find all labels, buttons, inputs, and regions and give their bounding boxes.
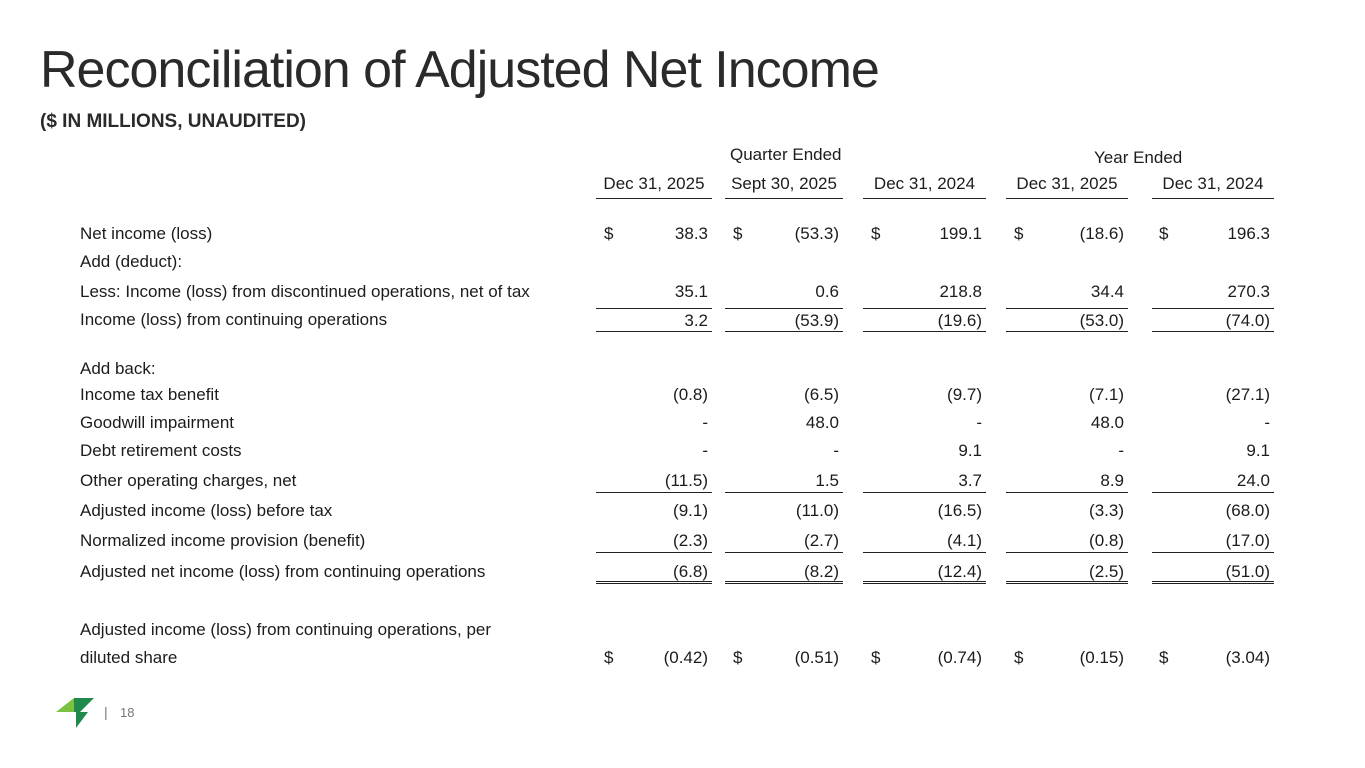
group-header-quarter: Quarter Ended bbox=[730, 145, 842, 164]
row-label: Goodwill impairment bbox=[80, 413, 234, 432]
table-row-other-operating bbox=[0, 469, 1365, 493]
row-label: Add (deduct): bbox=[80, 252, 183, 271]
table-cell: (19.6) bbox=[863, 308, 986, 332]
table-cell: (11.0) bbox=[795, 501, 839, 520]
footer-separator: | bbox=[104, 704, 108, 720]
currency-symbol: $ bbox=[1159, 648, 1169, 667]
table-cell: (53.9) bbox=[725, 308, 843, 332]
table-cell: - bbox=[702, 413, 708, 432]
table-row-income-tax-benefit bbox=[0, 383, 1365, 407]
currency-symbol: $ bbox=[604, 224, 614, 243]
table-cell: (6.8) bbox=[596, 560, 712, 584]
currency-symbol: $ bbox=[604, 648, 614, 667]
row-label: Adjusted income (loss) from continuing operations, per bbox=[80, 620, 492, 639]
table-cell: - bbox=[702, 441, 708, 460]
table-cell: 9.1 bbox=[958, 441, 982, 460]
table-cell: (2.7) bbox=[725, 529, 843, 553]
column-header: Sept 30, 2025 bbox=[725, 174, 843, 199]
table-cell: 38.3 bbox=[674, 224, 708, 243]
table-cell: (0.42) bbox=[663, 648, 708, 667]
currency-symbol: $ bbox=[733, 224, 743, 243]
table-cell: (11.5) bbox=[596, 469, 712, 493]
row-label: Adjusted income (loss) before tax bbox=[80, 501, 333, 520]
table-row-adjusted-net bbox=[0, 560, 1365, 584]
table-cell: 48.0 bbox=[805, 413, 839, 432]
page-subtitle: ($ IN MILLIONS, UNAUDITED) bbox=[40, 111, 306, 132]
table-cell: 199.1 bbox=[939, 224, 982, 243]
table-cell: (51.0) bbox=[1152, 560, 1274, 584]
table-row-add-deduct bbox=[0, 250, 1365, 274]
table-cell: 3.2 bbox=[596, 308, 712, 332]
table-cell: (0.74) bbox=[937, 648, 982, 667]
table-cell: (9.7) bbox=[947, 385, 982, 404]
currency-symbol: $ bbox=[871, 648, 881, 667]
table-row-adjusted-before-tax bbox=[0, 499, 1365, 523]
table-cell: (16.5) bbox=[937, 501, 982, 520]
table-cell: (0.8) bbox=[1006, 529, 1128, 553]
row-label: Other operating charges, net bbox=[80, 471, 297, 490]
column-header: Dec 31, 2025 bbox=[1006, 174, 1128, 199]
table-cell: (4.1) bbox=[863, 529, 986, 553]
table-row-debt-retirement bbox=[0, 439, 1365, 463]
table-row-less-discontinued bbox=[0, 280, 1365, 304]
column-header: Dec 31, 2025 bbox=[596, 174, 712, 199]
table-cell: (0.51) bbox=[794, 648, 839, 667]
table-cell: (7.1) bbox=[1089, 385, 1124, 404]
row-label: Income tax benefit bbox=[80, 385, 219, 404]
table-cell: 3.7 bbox=[863, 469, 986, 493]
row-label: Normalized income provision (benefit) bbox=[80, 531, 366, 550]
table-cell: (2.5) bbox=[1006, 560, 1128, 584]
table-cell: (3.04) bbox=[1225, 648, 1270, 667]
row-label: Add back: bbox=[80, 359, 156, 378]
table-cell: (68.0) bbox=[1225, 501, 1270, 520]
table-cell: 48.0 bbox=[1090, 413, 1124, 432]
page-title: Reconciliation of Adjusted Net Income bbox=[40, 41, 879, 99]
table-cell: - bbox=[1264, 413, 1270, 432]
row-label: diluted share bbox=[80, 648, 178, 667]
table-cell: 35.1 bbox=[674, 282, 708, 301]
table-cell: (6.5) bbox=[804, 385, 839, 404]
column-header: Dec 31, 2024 bbox=[1152, 174, 1274, 199]
table-cell: (27.1) bbox=[1225, 385, 1270, 404]
table-cell: (17.0) bbox=[1152, 529, 1274, 553]
table-cell: 0.6 bbox=[815, 282, 839, 301]
row-label: Less: Income (loss) from discontinued operations, net of tax bbox=[80, 282, 530, 301]
column-header: Dec 31, 2024 bbox=[863, 174, 986, 199]
table-row-per-share-label bbox=[0, 618, 1365, 642]
table-cell: 24.0 bbox=[1152, 469, 1274, 493]
table-cell: (8.2) bbox=[725, 560, 843, 584]
table-row-per-share bbox=[0, 646, 1365, 670]
table-cell: (9.1) bbox=[673, 501, 708, 520]
currency-symbol: $ bbox=[871, 224, 881, 243]
table-cell: (12.4) bbox=[863, 560, 986, 584]
table-cell: (74.0) bbox=[1152, 308, 1274, 332]
currency-symbol: $ bbox=[733, 648, 743, 667]
logo-shape bbox=[68, 712, 88, 728]
currency-symbol: $ bbox=[1159, 224, 1169, 243]
table-cell: 270.3 bbox=[1227, 282, 1270, 301]
table-row-continuing-ops bbox=[0, 308, 1365, 332]
logo-shape bbox=[74, 698, 94, 712]
table-row-goodwill bbox=[0, 411, 1365, 435]
table-cell: 9.1 bbox=[1246, 441, 1270, 460]
table-cell: 218.8 bbox=[939, 282, 982, 301]
table-cell: - bbox=[976, 413, 982, 432]
table-cell: (0.8) bbox=[673, 385, 708, 404]
table-row-net-income bbox=[0, 222, 1365, 246]
table-cell: 1.5 bbox=[725, 469, 843, 493]
table-cell: (53.0) bbox=[1006, 308, 1128, 332]
currency-symbol: $ bbox=[1014, 648, 1024, 667]
table-cell: 34.4 bbox=[1090, 282, 1124, 301]
group-header-year: Year Ended bbox=[1094, 148, 1183, 167]
page-number: 18 bbox=[120, 705, 135, 720]
table-cell: (18.6) bbox=[1079, 224, 1124, 243]
table-cell: 196.3 bbox=[1227, 224, 1270, 243]
table-cell: - bbox=[833, 441, 839, 460]
table-row-normalized-provision bbox=[0, 529, 1365, 553]
row-label: Debt retirement costs bbox=[80, 441, 242, 460]
company-logo-icon bbox=[54, 694, 96, 730]
table-cell: (0.15) bbox=[1079, 648, 1124, 667]
logo-shape bbox=[56, 698, 74, 712]
table-cell: (3.3) bbox=[1089, 501, 1124, 520]
table-row-add-back bbox=[0, 357, 1365, 381]
currency-symbol: $ bbox=[1014, 224, 1024, 243]
table-cell: 8.9 bbox=[1006, 469, 1128, 493]
row-label: Net income (loss) bbox=[80, 224, 213, 243]
table-cell: - bbox=[1118, 441, 1124, 460]
row-label: Adjusted net income (loss) from continuing operations bbox=[80, 562, 486, 581]
row-label: Income (loss) from continuing operations bbox=[80, 310, 388, 329]
table-cell: (53.3) bbox=[794, 224, 839, 243]
table-cell: (2.3) bbox=[596, 529, 712, 553]
